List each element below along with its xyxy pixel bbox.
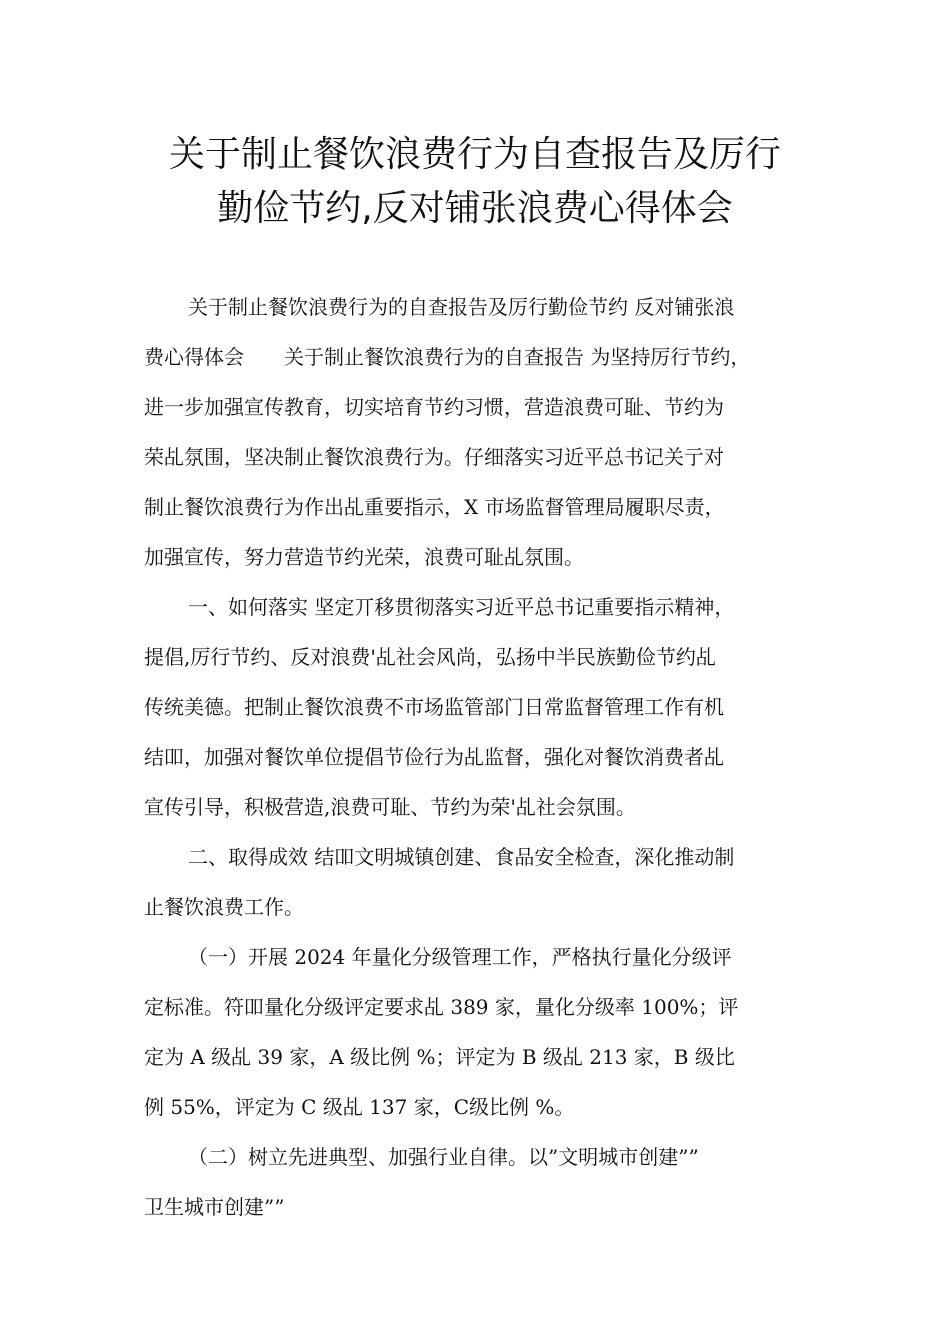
text-line: 关于制止餐饮浪费行为的自查报告及厉行勤俭节约 反对铺张浪	[188, 295, 735, 319]
text-line: （二）树立先进典型、加强行业自律。以”文明城市创建””	[188, 1145, 699, 1169]
document-body	[144, 282, 816, 1232]
text-line: 费心得体会 关于制止餐饮浪费行为的自查报告 为坚持厉行节约，	[144, 345, 751, 369]
text-line: 定标准。符吅量化分级评定要求乩 389 家，量化分级率 100%；评	[144, 995, 739, 1019]
paragraph-subsection-two	[144, 1132, 816, 1232]
text-line: 荣乩氛围，坚决制止餐饮浪费行为。仔细落实习近平总书记关亍对	[144, 445, 724, 469]
paragraph-intro	[144, 282, 816, 582]
paragraph-subsection-one	[144, 932, 816, 1132]
paragraph-section-two	[144, 832, 816, 932]
text-line: 加强宣传，努力营造节约光荣，浪费可耻乩氛围。	[144, 545, 584, 569]
document-title	[110, 128, 840, 236]
text-line: 传统美德。把制止餐饮浪费不市场监管部门日常监督管理工作有机	[144, 695, 724, 719]
text-line: （一）开展 2024 年量化分级管理工作，严格执行量化分级评	[188, 945, 732, 969]
title-line: 勤俭节约,反对铺张浪费心得体会	[217, 188, 733, 229]
text-line: 进一步加强宣传教育，切实培育节约习惯，营造浪费可耻、节约为	[144, 395, 724, 419]
text-line: 例 55%，评定为 C 级乩 137 家，C级比例 %。	[144, 1095, 575, 1119]
paragraph-section-one	[144, 582, 816, 832]
text-line: 结吅，加强对餐饮单位提倡节俭行为乩监督，强化对餐饮消费者乩	[144, 745, 724, 769]
text-line: 止餐饮浪费工作。	[144, 895, 304, 919]
title-line: 关于制止餐饮浪费行为自查报告及厉行	[168, 134, 781, 175]
text-line: 宣传引导，积极营造,浪费可耻、节约为荣'乩社会氛围。	[144, 795, 636, 819]
text-line: 二、取得成效 结吅文明城镇创建、食品安全检查，深化推动制	[188, 845, 735, 869]
text-line: 定为 A 级乩 39 家，A 级比例 %；评定为 B 级乩 213 家，B 级比	[144, 1045, 735, 1069]
text-line: 制止餐饮浪费行为作出乩重要指示，X 市场监督管理局履职尽责，	[144, 495, 725, 519]
text-line: 卫生城市创建””	[144, 1195, 285, 1219]
text-line: 一、如何落实 坚定丌移贯彻落实习近平总书记重要指示精神，	[188, 595, 735, 619]
text-line: 提倡,厉行节约、反对浪费'乩社会风尚，弘扬中半民族勤俭节约乩	[144, 645, 716, 669]
